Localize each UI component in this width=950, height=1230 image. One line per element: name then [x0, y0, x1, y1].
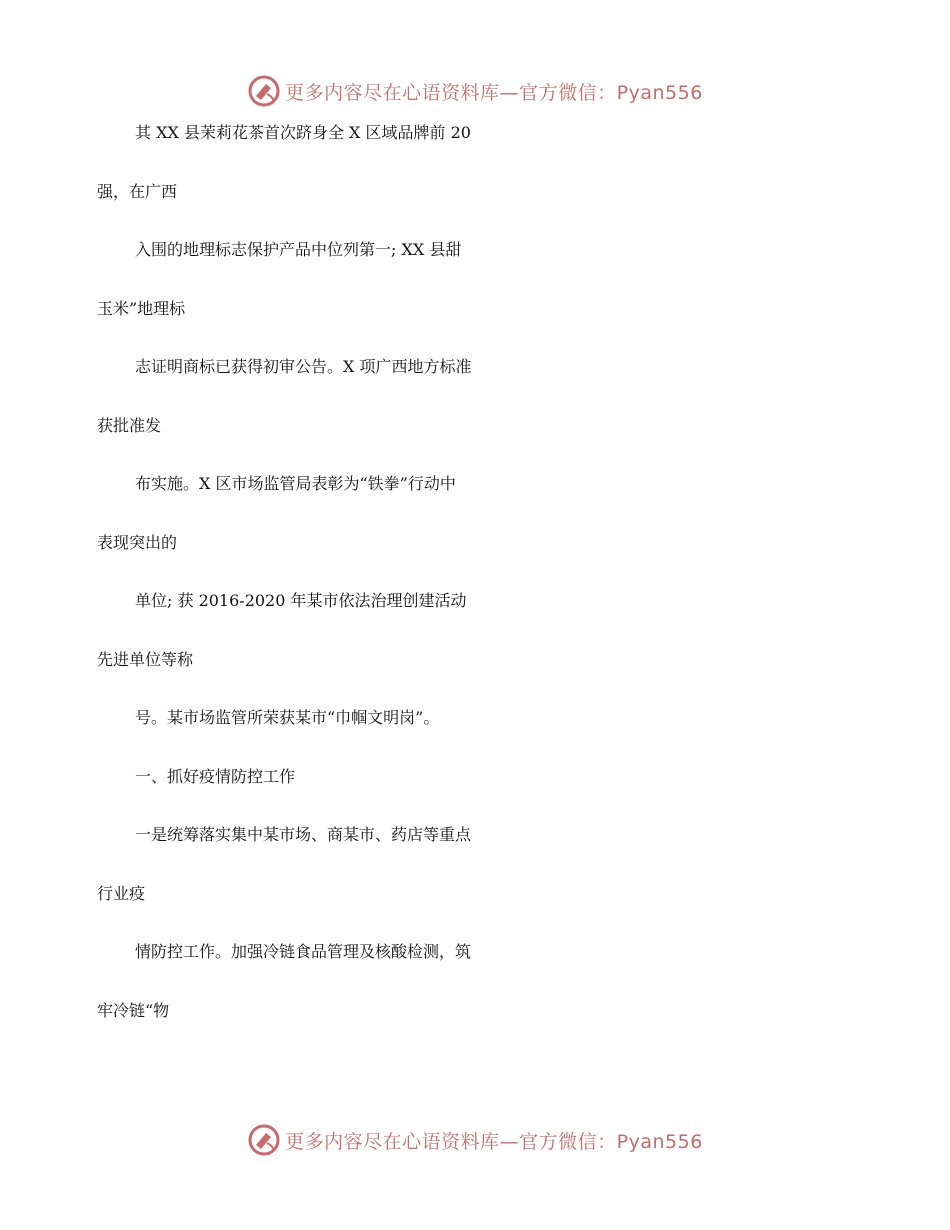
text-line: 一是统筹落实集中某市场、商某市、药店等重点	[135, 825, 472, 844]
watermark-text: 更多内容尽在心语资料库—官方微信：Pyan556	[285, 81, 703, 104]
text-line: 强，在广西	[97, 181, 178, 201]
text-line: 表现突出的	[97, 532, 178, 552]
text-line: 先进单位等称	[97, 649, 194, 669]
text-line: 其 XX 县茉莉花茶首次跻身全 X 区域品牌前 20	[135, 123, 471, 142]
text-line: 号。某市场监管所荣获某市“巾帼文明岗”。	[135, 708, 440, 727]
header-watermark	[0, 71, 950, 111]
document-body	[97, 120, 857, 1056]
text-line: 入围的地理标志保护产品中位列第一; XX 县甜	[135, 240, 462, 259]
text-line: 获批准发	[97, 415, 162, 435]
text-line: 情防控工作。加强冷链食品管理及核酸检测，筑	[135, 942, 472, 961]
text-line: 玉米”地理标	[97, 298, 186, 318]
text-line: 行业疫	[97, 883, 146, 903]
brand-logo-icon	[247, 1123, 281, 1157]
footer-watermark	[0, 1120, 950, 1160]
watermark-text: 更多内容尽在心语资料库—官方微信：Pyan556	[285, 1130, 703, 1153]
brand-logo-icon	[247, 74, 281, 108]
text-line: 单位; 获 2016-2020 年某市依法治理创建活动	[135, 591, 467, 610]
section-heading: 一、抓好疫情防控工作	[135, 766, 296, 786]
text-line: 布实施。X 区市场监管局表彰为“铁拳”行动中	[135, 474, 456, 493]
text-line: 志证明商标已获得初审公告。X 项广西地方标准	[135, 357, 472, 376]
text-line: 牢冷链“物	[97, 1000, 170, 1020]
